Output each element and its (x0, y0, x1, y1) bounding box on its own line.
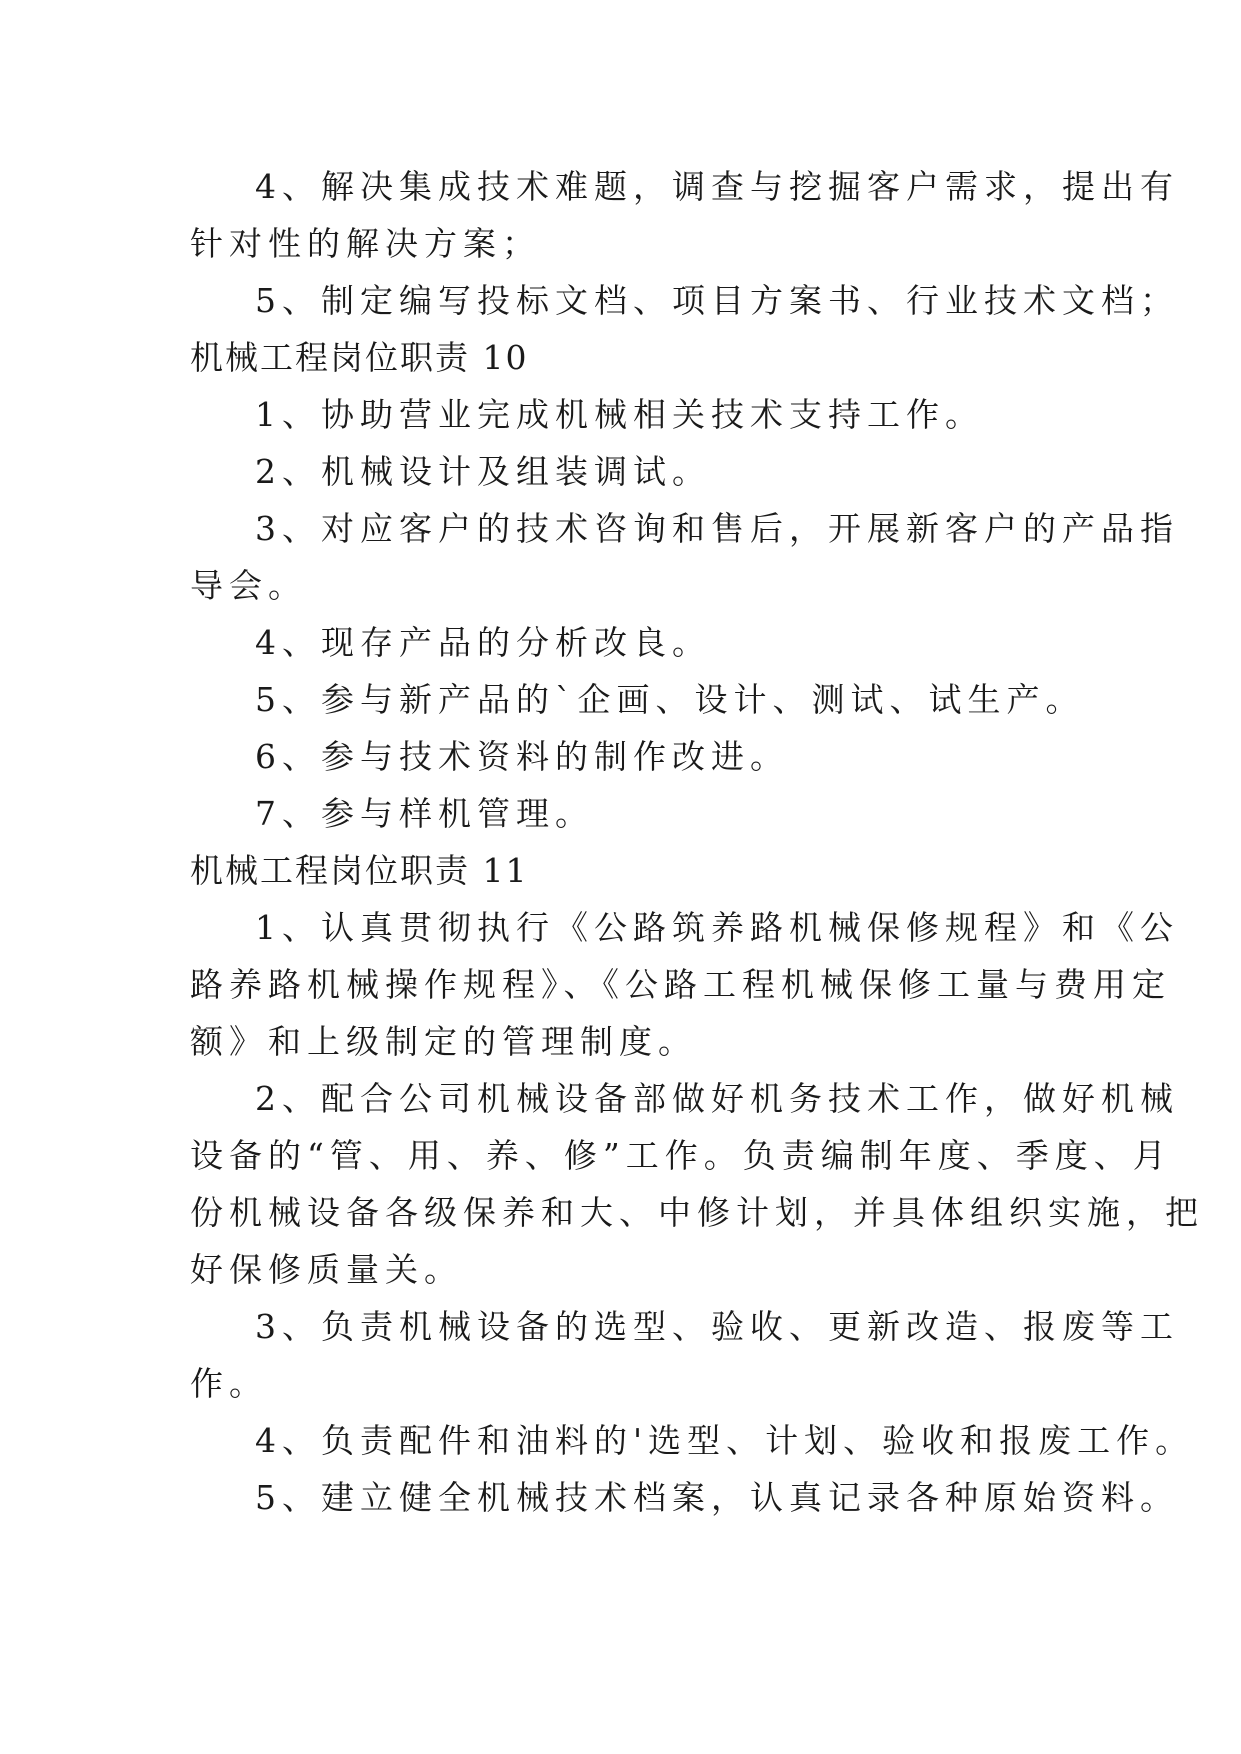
paragraph-line: 额》和上级制定的管理制度。 (190, 1022, 697, 1061)
section-heading: 机械工程岗位职责 11 (190, 851, 529, 890)
paragraph-line: 好保修质量关。 (190, 1250, 463, 1289)
paragraph-line: 5、参与新产品的`企画、设计、测试、试生产。 (255, 680, 1085, 719)
paragraph-line: 导会。 (190, 566, 307, 605)
paragraph-line: 路养路机械操作规程》、《公路工程机械保修工量与费用定 (190, 965, 1171, 1004)
section-heading: 机械工程岗位职责 10 (190, 338, 529, 377)
paragraph-line: 5、制定编写投标文档、项目方案书、行业技术文档； (255, 281, 1179, 320)
paragraph-line: 4、现存产品的分析改良。 (255, 623, 711, 662)
paragraph-line: 5、建立健全机械技术档案，认真记录各种原始资料。 (255, 1478, 1179, 1517)
paragraph-line: 份机械设备各级保养和大、中修计划，并具体组织实施，把 (190, 1193, 1204, 1232)
paragraph-line: 6、参与技术资料的制作改进。 (255, 737, 789, 776)
paragraph-line: 针对性的解决方案； (190, 224, 541, 263)
paragraph-line: 设备的“管、用、养、修”工作。负责编制年度、季度、月 (190, 1136, 1172, 1175)
paragraph-line: 4、解决集成技术难题，调查与挖掘客户需求，提出有 (255, 167, 1179, 206)
paragraph-line: 4、负责配件和油料的'选型、计划、验收和报废工作。 (255, 1421, 1195, 1460)
paragraph-line: 3、对应客户的技术咨询和售后，开展新客户的产品指 (255, 509, 1179, 548)
paragraph-line: 3、负责机械设备的选型、验收、更新改造、报废等工 (255, 1307, 1179, 1346)
paragraph-line: 2、机械设计及组装调试。 (255, 452, 711, 491)
paragraph-line: 2、配合公司机械设备部做好机务技术工作，做好机械 (255, 1079, 1179, 1118)
paragraph-line: 作。 (190, 1364, 268, 1403)
paragraph-line: 1、协助营业完成机械相关技术支持工作。 (255, 395, 984, 434)
paragraph-line: 1、认真贯彻执行《公路筑养路机械保修规程》和《公 (255, 908, 1179, 947)
paragraph-line: 7、参与样机管理。 (255, 794, 594, 833)
